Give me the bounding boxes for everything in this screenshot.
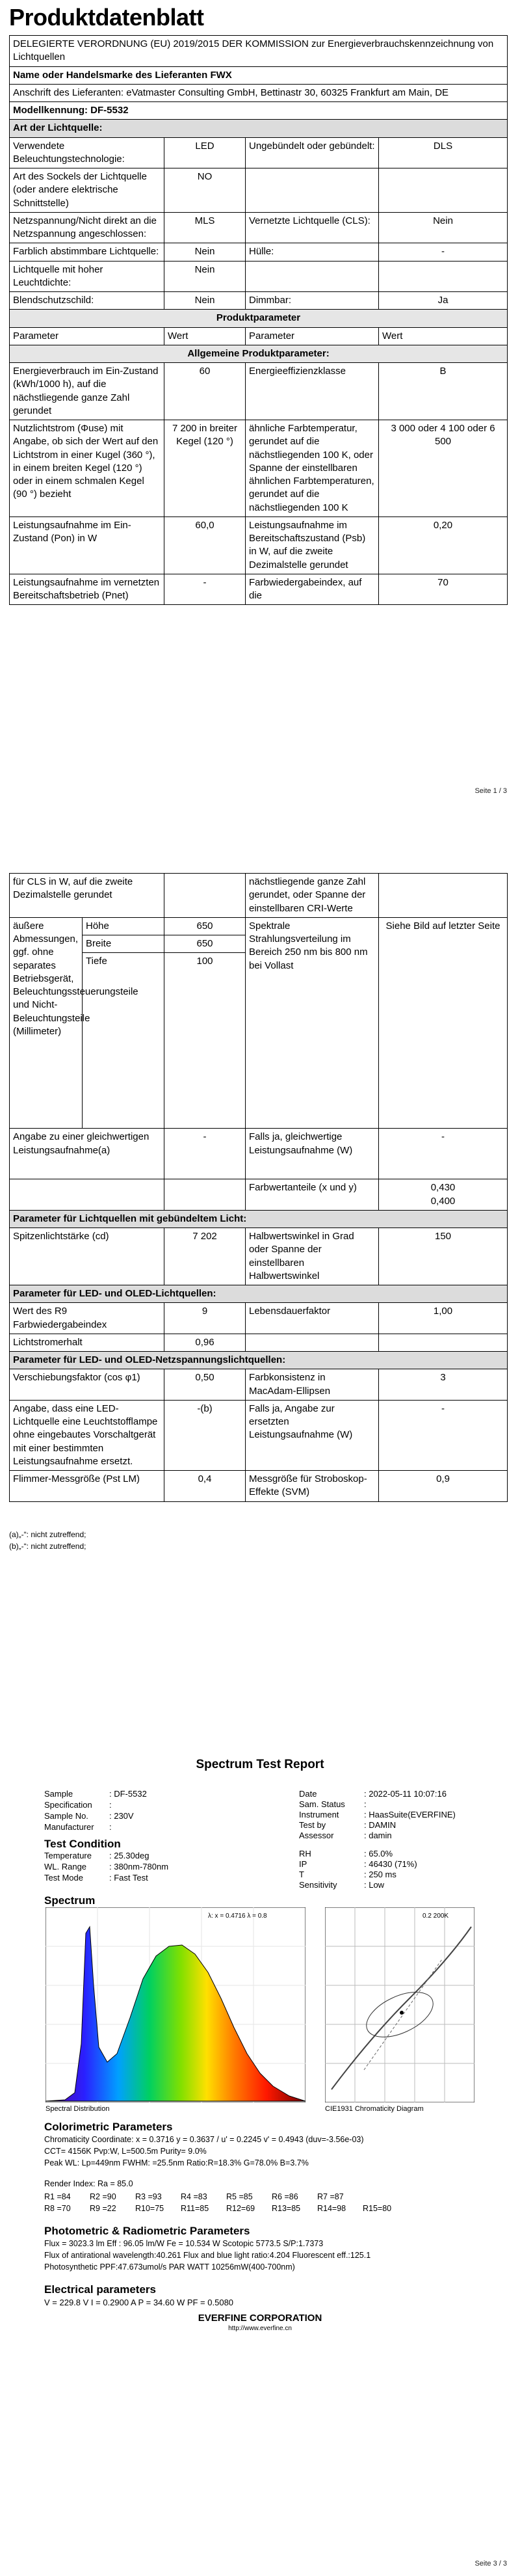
model-identifier: Modellkennung: DF-5532 [10,102,508,120]
cie-caption: CIE1931 Chromaticity Diagram [325,2105,424,2113]
table-row: Verschiebungsfaktor (cos φ1) 0,50 Farbkonsistenz in MacAdam-Ellipsen 3 [10,1369,508,1401]
params-table-continued [9,873,508,1502]
table-row: Netzspannung/Nicht direkt an die Netzspannung angeschlossen: MLS Vernetzte Lichtquelle (CLS): Nein [10,212,508,243]
light-source-type-header: Art der Lichtquelle: [10,120,508,137]
table-row: Lichtquelle mit hoher Leuchtdichte: Nein [10,261,508,292]
table-row: Tiefe 100 [10,953,508,1129]
column-headers: Parameter Wert Parameter Wert [10,327,508,345]
footnote-a: (a)„-“: nicht zutreffend; [9,1530,86,1539]
table-row: Energieverbrauch im Ein-Zustand (kWh/1000 h), auf die nächstliegende ganze Zahl gerundet 60 Energieeffizienzklasse B [10,363,508,420]
table-row: Blendschutzschild: Nein Dimmbar: Ja [10,292,508,310]
table-row: Angabe, dass eine LED-Lichtquelle eine Leuchtstofflampe ohne eingebautes Vorschaltgerät mit einer bestimmten Leistungsaufnahme ersetzt. -(b) Falls ja, Angabe zur ersetzten Leistungsaufnahme (W) - [10,1400,508,1470]
report-title: Spectrum Test Report [196,1758,324,1771]
render-row-1: R1 =84 R2 =90 R3 =93 R4 =83 R5 =85 R6 =86 R7 =87 [44,2192,344,2201]
cie-tag: 0.2 200K [422,1912,449,1920]
table-row: äußere Abmessungen, ggf. ohne separates Betriebsgerät, Beleuchtungssteuerungsteile und Nicht-Beleuchtungsteile (Millimeter) Höhe 650 Spektrale Strahlungsverteilung im Bereich 250 nm bis 800 nm bei Vollast Siehe Bild auf letzter Seite [10,917,508,935]
supplier-address: Anschrift des Lieferanten: eVatmaster Consulting GmbH, Bettinastr 30, 60325 Frankfurt am Main, DE [10,84,508,101]
spectrum-tag: λ: x = 0.4716 λ = 0.8 [208,1912,267,1920]
spectrum-caption: Spectral Distribution [46,2105,110,2113]
photometric-header: Photometric & Radiometric Parameters [44,2225,250,2237]
table-row: Leistungsaufnahme im vernetzten Bereitschaftsbetrieb (Pnet) - Farbwiedergabeindex, auf die 70 [10,574,508,605]
footnote-b: (b)„-“: nicht zutreffend; [9,1542,86,1551]
table-row: Farbwertanteile (x und y) 0,430 0,400 [10,1179,508,1211]
table-row: Wert des R9 Farbwiedergabeindex 9 Lebensdauerfaktor 1,00 [10,1303,508,1334]
table-row: Farblich abstimmbare Lichtquelle: Nein Hülle: - [10,243,508,261]
electrical-line: V = 229.8 V I = 0.2900 A P = 34.60 W PF = 0.5080 [44,2298,234,2307]
table-row: Art des Sockels der Lichtquelle (oder andere elektrische Schnittstelle) NO [10,168,508,213]
spectral-distribution-plot [46,1907,306,2102]
table-row: Breite 650 [10,935,508,953]
table-row: Spitzenlichtstärke (cd) 7 202 Halbwertswinkel in Grad oder Spanne der einstellbaren Halbwertswinkel 150 [10,1228,508,1285]
led-header: Parameter für LED- und OLED-Lichtquellen: [10,1285,508,1303]
table-row: Lichtstromerhalt 0,96 [10,1334,508,1351]
general-params-header: Allgemeine Produktparameter: [10,345,508,362]
table-row: Leistungsaufnahme im Ein-Zustand (Pon) in W 60,0 Leistungsaufnahme im Bereitschaftszustand (Psb) in W, auf die zweite Dezimalstelle gerundet 0,20 [10,517,508,574]
render-index: Render Index: Ra = 85.0 [44,2179,133,2188]
company-url: http://www.everfine.cn [228,2325,292,2332]
page-2 [0,865,520,1717]
page-number: Seite 1 / 3 [474,787,507,795]
test-condition-header: Test Condition [44,1838,121,1850]
cie-chromaticity-diagram [325,1907,474,2102]
colorimetric-header: Colorimetric Parameters [44,2121,173,2133]
table-row: Flimmer-Messgröße (Pst LM) 0,4 Messgröße für Stroboskop-Effekte (SVM) 0,9 [10,1471,508,1502]
company-name: EVERFINE CORPORATION [198,2313,322,2324]
directional-header: Parameter für Lichtquellen mit gebündeltem Licht: [10,1210,508,1228]
dimensions-label: äußere Abmessungen, ggf. ohne separates Betriebsgerät, Beleuchtungssteuerungsteile und Nicht-Beleuchtungsteile (Millimeter) [10,917,83,1129]
document-title: Produktdatenblatt [9,4,204,31]
page-3 [0,1704,520,2576]
table-row: Angabe zu einer gleichwertigen Leistungsaufnahme(a) - Falls ja, gleichwertige Leistungsaufnahme (W) - [10,1129,508,1179]
model-value: DF-5532 [90,105,129,116]
electrical-header: Electrical parameters [44,2283,156,2296]
render-row-2: R8 =70 R9 =22 R10=75 R11=85 R12=69 R13=85 R14=98 R15=80 [44,2204,392,2213]
supplier-name: Name oder Handelsmarke des Lieferanten FWX [10,66,508,84]
chromaticity-point [400,2011,404,2015]
product-params-header: Produktparameter [10,310,508,327]
page-number: Seite 3 / 3 [474,2560,507,2568]
spectrum-report: Spectrum Test Report Sample : DF-5532 Specification : Sample No. : 230V Manufacturer : Date : 2022-05-11 10:07:16 Sam. Status : Instrument : HaasSuite(EVERFINE) Test by : DAMIN Assessor : damin Test Condition Temperature : 25.30deg WL. Range : 380nm-780nm Test Mode : Fast Test RH : 65.0% IP : 46430 (71%) T : 250 ms Sensitivity : Low Spectrum λ: x = 0.4716 λ = 0.8 0.2 200K Spectral Distribution CIE1931 Chromaticity Diagram Colorimetric Parameters Chromaticity Coordinate: x = 0.3716 y = 0.3637 / u' = 0.2245 v' = 0.4943 (duv=-3.56e-03) CCT= 4156K Pvp:W, L=500.5m Purity= 9.0% Peak WL: Lp=449nm FWHM: =25.5nm Ratio:R=18.3% G=78.0% B=3.7% Render Index: Ra = 85.0 R1 =84 R2 =90 R3 =93 R4 =83 R5 =85 R6 =86 R7 =87 R8 =70 R9 =22 R10=75 R11=85 R12=69 R13=85 R14=98 R15=80 Photometric & Radiometric Parameters Flux = 3023.3 lm Eff : 96.05 lm/W Fe = 10.534 W Scotopic 5773.5 S/P:1.7373 Flux of antirational wavelength:40.261 Flux and blue light ratio:4.204 Fluorescent eff.:125.1 Photosynthetic PPF:47.673umol/s PAR WATT 10256mW(400-700nm) Electrical parameters V = 229.8 V I = 0.2900 A P = 34.60 W PF = 0.5080 EVERFINE CORPORATION http://www.everfine.cn [0,1704,520,2576]
spectrum-header: Spectrum [44,1894,96,1907]
header-table [9,35,508,605]
table-row: für CLS in W, auf die zweite Dezimalstelle gerundet nächstliegende ganze Zahl gerundet, oder Spanne der einstellbaren CRI-Werte [10,874,508,918]
table-row: Verwendete Beleuchtungstechnologie: LED Ungebündelt oder gebündelt: DLS [10,137,508,168]
page-1 [0,0,520,807]
regulation-intro: DELEGIERTE VERORDNUNG (EU) 2019/2015 DER KOMMISSION zur Energieverbrauchskennzeichnung von Lichtquellen [10,36,508,67]
table-row: Nutzlichtstrom (Φuse) mit Angabe, ob sich der Wert auf den Lichtstrom in einer Kugel (360 °), in einem breiten Kegel (120 °) oder in einem schmalen Kegel (90 °) bezieht 7 200 in breiter Kegel (120 °) ähnliche Farbtemperatur, gerundet auf die nächstliegenden 100 K, oder Spanne der einstellbaren ähnlichen Farbtemperaturen, gerundet auf die nächstliegenden 100 K 3 000 oder 4 100 oder 6 500 [10,420,508,517]
mains-header: Parameter für LED- und OLED-Netzspannungslichtquellen: [10,1352,508,1369]
